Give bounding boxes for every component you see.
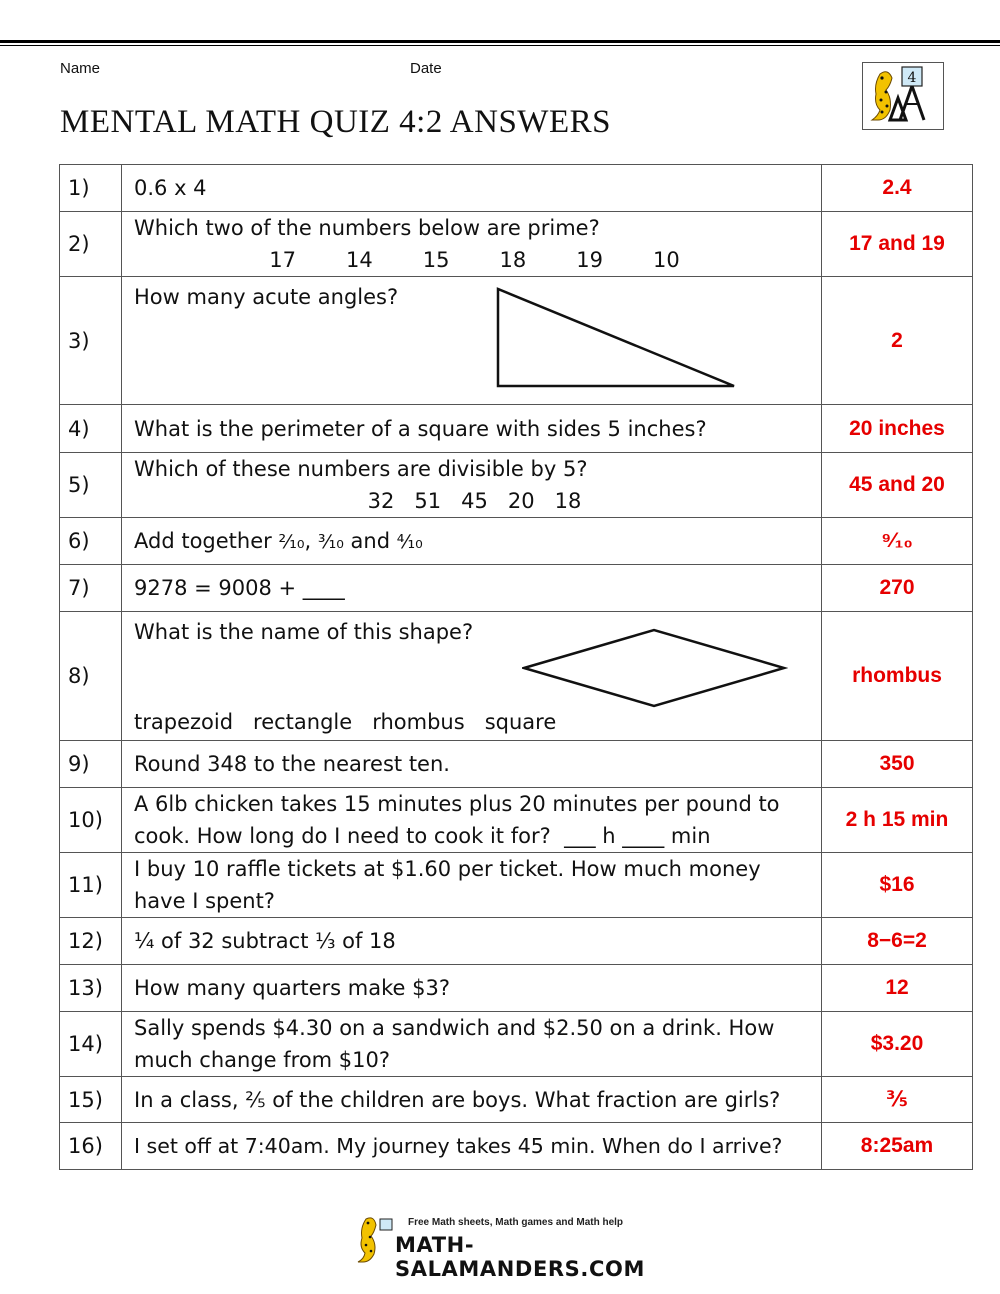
answer-cell: $3.20 <box>822 1012 973 1077</box>
question-text: 0.6 x 4 <box>122 165 822 212</box>
question-number: 9) <box>60 741 122 788</box>
answer-cell: 8−6=2 <box>822 918 973 965</box>
table-row <box>60 612 973 741</box>
table-row <box>60 212 973 277</box>
question-text: I set off at 7:40am. My journey takes 45 min. When do I arrive? <box>122 1123 822 1170</box>
rhombus-shape <box>522 628 788 708</box>
question-text: Round 348 to the nearest ten. <box>122 741 822 788</box>
question-text: How many acute angles? <box>134 285 399 309</box>
salamander-icon <box>354 1215 394 1263</box>
right-triangle-shape <box>496 287 740 389</box>
table-row <box>60 965 973 1012</box>
answer-cell: 2 h 15 min <box>822 788 973 853</box>
question-line: Sally spends $4.30 on a sandwich and $2.50 on a drink. How <box>134 1016 775 1040</box>
answer-cell: 8:25am <box>822 1123 973 1170</box>
question-cell <box>122 518 822 565</box>
question-number: 15) <box>60 1077 122 1123</box>
table-row <box>60 165 973 212</box>
shape-choices: trapezoid rectangle rhombus square <box>134 710 557 734</box>
question-number: 1) <box>60 165 122 212</box>
number-choices: 32 51 45 20 18 <box>367 489 582 513</box>
table-row <box>60 788 973 853</box>
table-row <box>60 277 973 405</box>
top-rule <box>0 40 1000 43</box>
answer-cell: 2 <box>822 277 973 405</box>
question-line: A 6lb chicken takes 15 minutes plus 20 minutes per pound to <box>134 792 780 816</box>
question-number: 2) <box>60 212 122 277</box>
table-row <box>60 918 973 965</box>
question-line: I buy 10 raffle tickets at $1.60 per ticket. How much money <box>134 857 761 881</box>
question-text: Which of these numbers are divisible by 5? <box>134 457 588 481</box>
question-text: ¼ of 32 subtract ⅓ of 18 <box>122 918 822 965</box>
top-rule-thin <box>0 45 1000 46</box>
answer-cell: ⅗ <box>822 1077 973 1123</box>
fraction: ⁴⁄₁₀ <box>396 530 423 553</box>
answer-cell: $16 <box>822 853 973 918</box>
question-text: In a class, ⅖ of the children are boys. What fraction are girls? <box>122 1077 822 1123</box>
quiz-table <box>59 164 973 1170</box>
page-title: MENTAL MATH QUIZ 4:2 ANSWERS <box>60 104 611 140</box>
question-number: 4) <box>60 405 122 453</box>
logo-grade: 4 <box>907 70 917 86</box>
question-number: 13) <box>60 965 122 1012</box>
question-line: have I spent? <box>134 889 275 913</box>
table-row <box>60 1012 973 1077</box>
table-row <box>60 853 973 918</box>
question-cell <box>122 612 822 741</box>
question-cell <box>122 853 822 918</box>
question-line: much change from $10? <box>134 1048 391 1072</box>
question-line: cook. How long do I need to cook it for? ___ h ____ min <box>134 824 711 848</box>
footer-tagline: Free Math sheets, Math games and Math help <box>408 1217 624 1228</box>
question-number: 3) <box>60 277 122 405</box>
salamander-logo <box>862 62 944 130</box>
question-text: How many quarters make $3? <box>122 965 822 1012</box>
question-number: 5) <box>60 453 122 518</box>
number-choices: 17 14 15 18 19 10 <box>269 248 680 272</box>
date-label: Date <box>410 60 442 77</box>
question-number: 10) <box>60 788 122 853</box>
question-cell <box>122 453 822 518</box>
question-text: What is the perimeter of a square with sides 5 inches? <box>122 405 822 453</box>
conjunction: and <box>343 528 397 553</box>
table-row <box>60 405 973 453</box>
table-row <box>60 565 973 612</box>
answer-cell: ⁹⁄₁₀ <box>822 518 973 565</box>
answer-cell: 350 <box>822 741 973 788</box>
question-number: 12) <box>60 918 122 965</box>
question-cell <box>122 277 822 405</box>
table-row <box>60 741 973 788</box>
question-number: 11) <box>60 853 122 918</box>
question-cell <box>122 1012 822 1077</box>
question-text: Add together <box>134 528 279 553</box>
table-row <box>60 1077 973 1123</box>
question-text: What is the name of this shape? <box>134 620 474 644</box>
table-row <box>60 1123 973 1170</box>
table-row <box>60 453 973 518</box>
answer-cell: 17 and 19 <box>822 212 973 277</box>
question-number: 16) <box>60 1123 122 1170</box>
question-cell <box>122 212 822 277</box>
question-number: 6) <box>60 518 122 565</box>
footer-site-name: MATH-SALAMANDERS.COM <box>395 1233 645 1281</box>
answer-cell: 270 <box>822 565 973 612</box>
fraction: ²⁄₁₀ <box>278 530 305 553</box>
fraction: ³⁄₁₀ <box>317 530 344 553</box>
question-text: 9278 = 9008 + ____ <box>122 565 822 612</box>
answer-cell: 20 inches <box>822 405 973 453</box>
question-text: Which two of the numbers below are prime? <box>134 216 600 240</box>
question-number: 7) <box>60 565 122 612</box>
table-row <box>60 518 973 565</box>
answer-cell: 2.4 <box>822 165 973 212</box>
question-number: 14) <box>60 1012 122 1077</box>
salamander-logo-icon <box>862 62 944 130</box>
answer-cell: rhombus <box>822 612 973 741</box>
question-number: 8) <box>60 612 122 741</box>
footer-brand <box>350 1213 650 1281</box>
answer-cell: 45 and 20 <box>822 453 973 518</box>
question-cell <box>122 788 822 853</box>
separator: , <box>304 528 318 553</box>
answer-cell: 12 <box>822 965 973 1012</box>
name-label: Name <box>60 60 101 77</box>
